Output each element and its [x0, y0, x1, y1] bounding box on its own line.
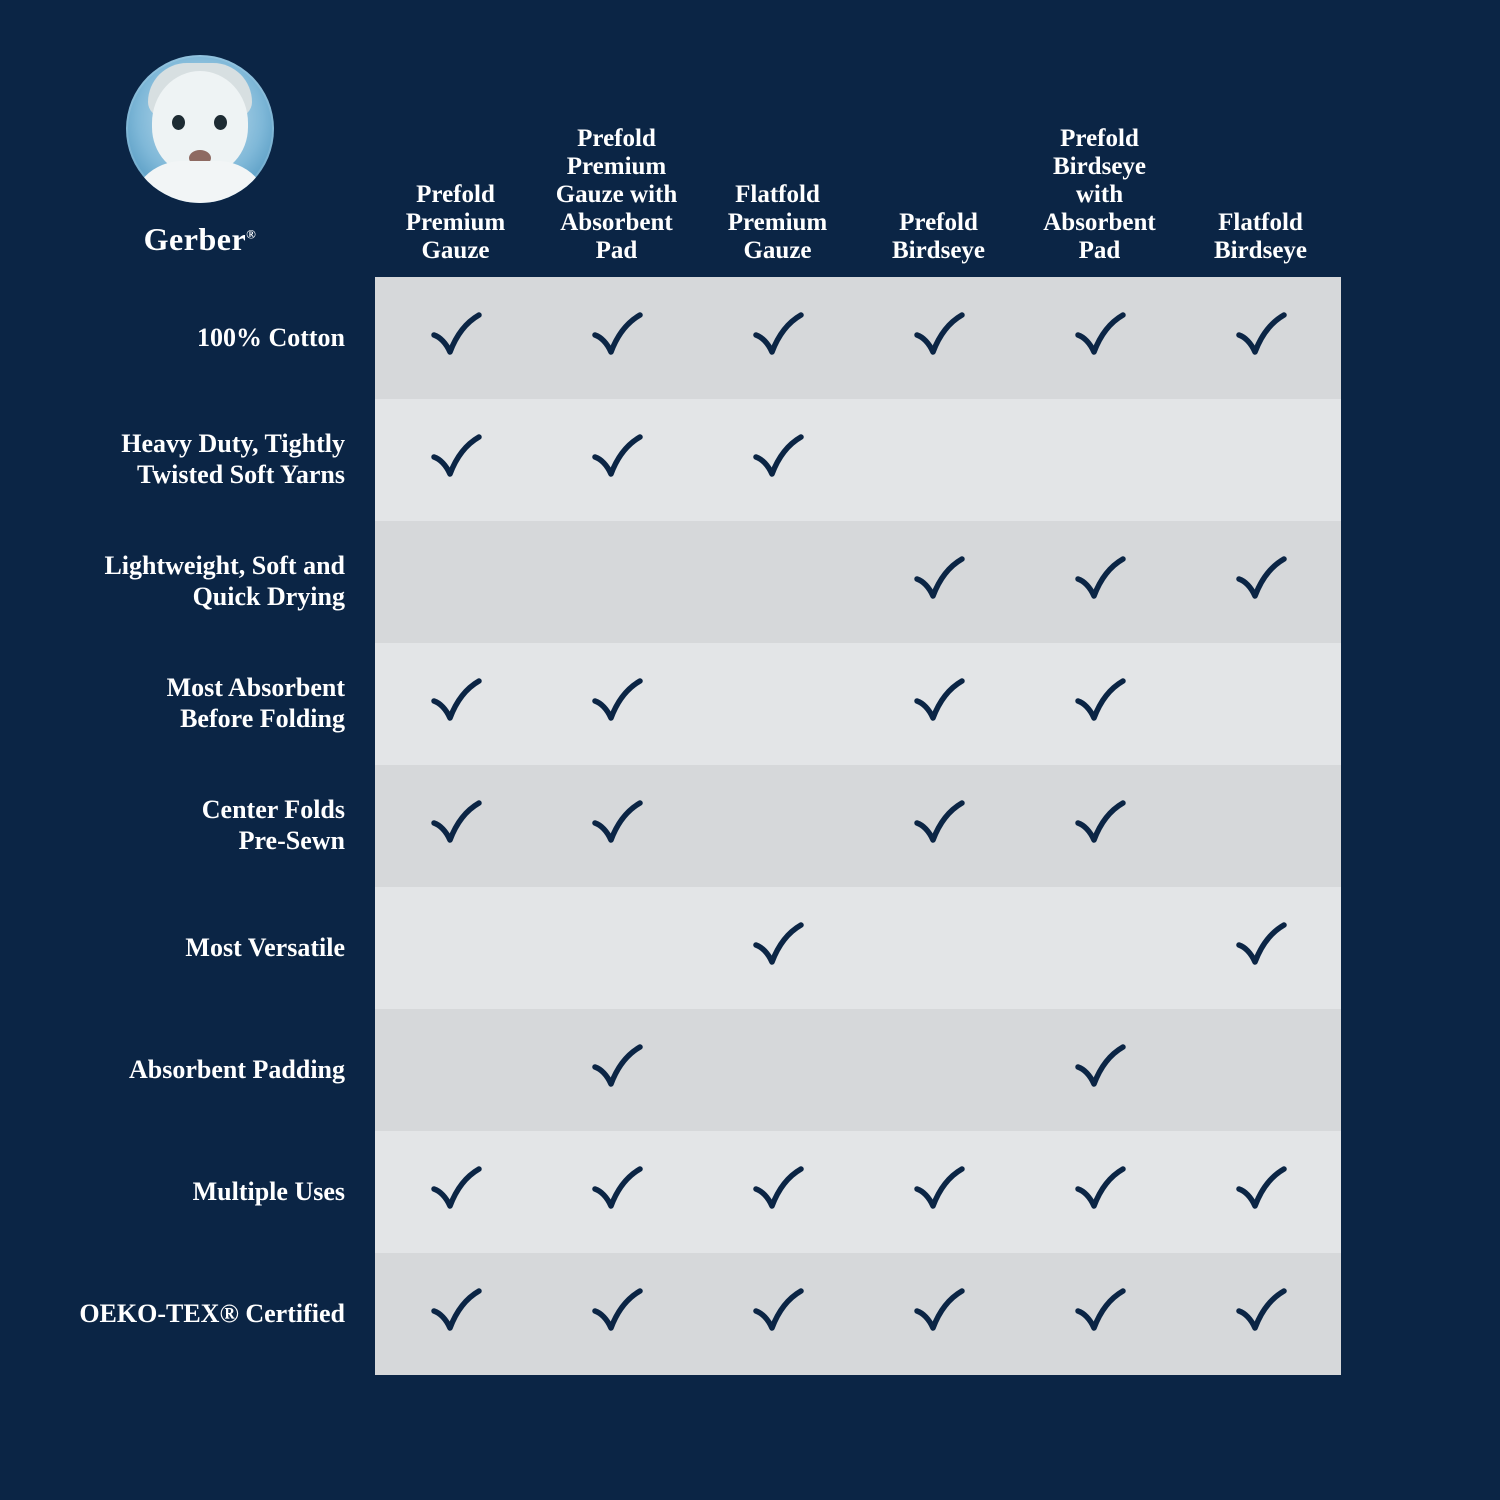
table-row [40, 521, 1341, 643]
cell-r4-c3 [858, 765, 1019, 887]
column-header-flatfold-premium-gauze: Flatfold Premium Gauze [727, 181, 828, 264]
check-icon [590, 1285, 644, 1339]
check-icon [1234, 309, 1288, 363]
table-row [40, 765, 1341, 887]
check-icon [912, 675, 966, 729]
check-icon [1234, 553, 1288, 607]
cell-r8-c3 [858, 1253, 1019, 1375]
cell-r5-c4 [1019, 887, 1180, 1009]
row-label-multiple-uses: Multiple Uses [192, 1176, 345, 1206]
cell-r1-c1 [536, 399, 697, 521]
row-label-most-versatile: Most Versatile [185, 932, 345, 962]
column-header-flatfold-birdseye: Flatfold Birdseye [1213, 209, 1308, 264]
empty-cell-marker [912, 919, 966, 973]
cell-r6-c3 [858, 1009, 1019, 1131]
check-icon [1073, 675, 1127, 729]
empty-cell-marker [1234, 431, 1288, 485]
row-label-absorbent-padding: Absorbent Padding [129, 1054, 345, 1084]
cell-r6-c1 [536, 1009, 697, 1131]
check-icon [912, 797, 966, 851]
empty-cell-marker [912, 1041, 966, 1095]
check-icon [1073, 553, 1127, 607]
check-icon [429, 431, 483, 485]
cell-r8-c5 [1180, 1253, 1341, 1375]
cell-r0-c5 [1180, 277, 1341, 399]
cell-r4-c0 [375, 765, 536, 887]
empty-cell-marker [912, 431, 966, 485]
empty-cell-marker [751, 553, 805, 607]
empty-cell-marker [751, 797, 805, 851]
cell-r7-c0 [375, 1131, 536, 1253]
empty-cell-marker [429, 553, 483, 607]
cell-r0-c0 [375, 277, 536, 399]
empty-cell-marker [751, 675, 805, 729]
cell-r2-c5 [1180, 521, 1341, 643]
check-icon [912, 1285, 966, 1339]
row-label-lightweight-quick-drying: Lightweight, Soft and Quick Drying [104, 551, 345, 611]
cell-r1-c0 [375, 399, 536, 521]
empty-cell-marker [1073, 431, 1127, 485]
brand-name-text: Gerber [143, 221, 247, 257]
check-icon [1234, 1285, 1288, 1339]
cell-r3-c1 [536, 643, 697, 765]
column-header-prefold-birdseye: Prefold Birdseye [891, 209, 986, 264]
empty-cell-marker [590, 919, 644, 973]
table-body [40, 277, 1341, 1375]
column-header-prefold-birdseye-pad: Prefold Birdseye with Absorbent Pad [1043, 125, 1156, 264]
table-header-row [40, 55, 1341, 277]
check-icon [1073, 309, 1127, 363]
row-label-heavy-duty-yarns: Heavy Duty, Tightly Twisted Soft Yarns [121, 429, 345, 489]
check-icon [590, 675, 644, 729]
table-row [40, 1131, 1341, 1253]
cell-r6-c4 [1019, 1009, 1180, 1131]
cell-r0-c1 [536, 277, 697, 399]
cell-r5-c3 [858, 887, 1019, 1009]
check-icon [912, 309, 966, 363]
check-icon [1234, 1163, 1288, 1217]
check-icon [912, 553, 966, 607]
comparison-table [40, 55, 1341, 1375]
cell-r2-c1 [536, 521, 697, 643]
cell-r4-c2 [697, 765, 858, 887]
check-icon [1073, 1163, 1127, 1217]
check-icon [1073, 797, 1127, 851]
empty-cell-marker [590, 553, 644, 607]
cell-r5-c5 [1180, 887, 1341, 1009]
table-row [40, 277, 1341, 399]
column-header-prefold-premium-gauze: Prefold Premium Gauze [405, 181, 506, 264]
check-icon [751, 309, 805, 363]
cell-r5-c1 [536, 887, 697, 1009]
column-header-prefold-premium-gauze-pad: Prefold Premium Gauze with Absorbent Pad [555, 125, 678, 264]
check-icon [429, 1285, 483, 1339]
cell-r8-c2 [697, 1253, 858, 1375]
table-row [40, 643, 1341, 765]
empty-cell-marker [429, 1041, 483, 1095]
check-icon [590, 1163, 644, 1217]
cell-r5-c0 [375, 887, 536, 1009]
comparison-table-wrapper [40, 55, 1460, 1375]
cell-r8-c0 [375, 1253, 536, 1375]
empty-cell-marker [429, 919, 483, 973]
cell-r4-c5 [1180, 765, 1341, 887]
row-label-center-folds-pre-sewn: Center Folds Pre-Sewn [201, 795, 345, 855]
cell-r2-c0 [375, 521, 536, 643]
cell-r8-c1 [536, 1253, 697, 1375]
cell-r7-c3 [858, 1131, 1019, 1253]
check-icon [590, 431, 644, 485]
cell-r2-c2 [697, 521, 858, 643]
table-row [40, 399, 1341, 521]
row-label-100-cotton: 100% Cotton [196, 322, 345, 352]
check-icon [751, 431, 805, 485]
check-icon [751, 919, 805, 973]
check-icon [751, 1285, 805, 1339]
empty-cell-marker [1073, 919, 1127, 973]
cell-r1-c3 [858, 399, 1019, 521]
cell-r2-c3 [858, 521, 1019, 643]
check-icon [1234, 919, 1288, 973]
check-icon [429, 309, 483, 363]
check-icon [590, 309, 644, 363]
empty-cell-marker [1234, 675, 1288, 729]
check-icon [590, 797, 644, 851]
check-icon [912, 1163, 966, 1217]
cell-r3-c2 [697, 643, 858, 765]
cell-r0-c3 [858, 277, 1019, 399]
cell-r1-c5 [1180, 399, 1341, 521]
check-icon [751, 1163, 805, 1217]
cell-r6-c0 [375, 1009, 536, 1131]
cell-r4-c1 [536, 765, 697, 887]
table-row [40, 1009, 1341, 1131]
cell-r8-c4 [1019, 1253, 1180, 1375]
cell-r1-c2 [697, 399, 858, 521]
row-label-oeko-tex-certified: OEKO-TEX® Certified [79, 1298, 345, 1328]
cell-r3-c5 [1180, 643, 1341, 765]
header-corner-spacer [40, 55, 375, 277]
check-icon [1073, 1285, 1127, 1339]
cell-r7-c4 [1019, 1131, 1180, 1253]
empty-cell-marker [1234, 1041, 1288, 1095]
cell-r4-c4 [1019, 765, 1180, 887]
check-icon [429, 797, 483, 851]
table-row [40, 887, 1341, 1009]
empty-cell-marker [751, 1041, 805, 1095]
cell-r3-c0 [375, 643, 536, 765]
cell-r3-c4 [1019, 643, 1180, 765]
cell-r3-c3 [858, 643, 1019, 765]
check-icon [590, 1041, 644, 1095]
check-icon [1073, 1041, 1127, 1095]
check-icon [429, 675, 483, 729]
cell-r6-c5 [1180, 1009, 1341, 1131]
cell-r2-c4 [1019, 521, 1180, 643]
cell-r0-c2 [697, 277, 858, 399]
cell-r7-c1 [536, 1131, 697, 1253]
cell-r1-c4 [1019, 399, 1180, 521]
cell-r7-c2 [697, 1131, 858, 1253]
row-label-most-absorbent-before-folding: Most Absorbent Before Folding [166, 673, 345, 733]
cell-r5-c2 [697, 887, 858, 1009]
cell-r7-c5 [1180, 1131, 1341, 1253]
empty-cell-marker [1234, 797, 1288, 851]
cell-r6-c2 [697, 1009, 858, 1131]
table-row [40, 1253, 1341, 1375]
check-icon [429, 1163, 483, 1217]
cell-r0-c4 [1019, 277, 1180, 399]
brand-trademark: ® [246, 226, 257, 242]
